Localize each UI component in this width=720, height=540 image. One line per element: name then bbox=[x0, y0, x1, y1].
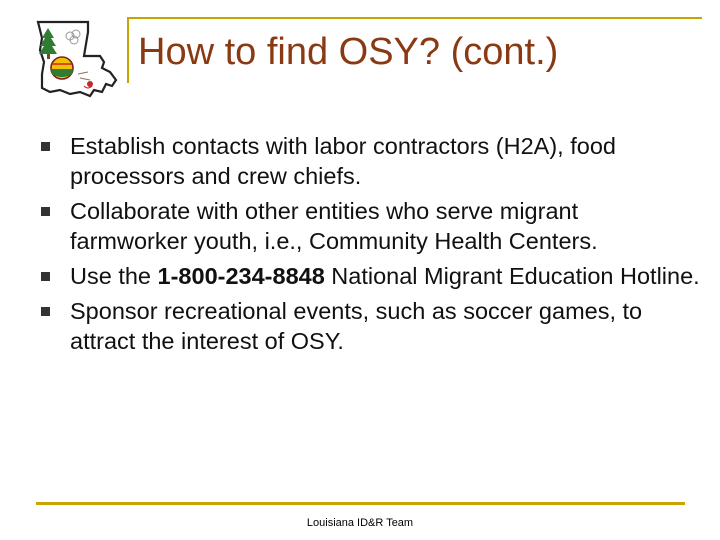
bullet-text: Establish contacts with labor contractors (H2A), food processors and crew chiefs. bbox=[70, 133, 616, 189]
top-rule bbox=[127, 17, 702, 19]
bullet-item bbox=[40, 196, 700, 256]
bullet-item bbox=[40, 296, 700, 356]
bottom-rule bbox=[36, 502, 685, 505]
bullet-text-before: Use the bbox=[70, 263, 158, 289]
square-bullet-icon bbox=[41, 272, 50, 281]
footer-text: Louisiana ID&R Team bbox=[306, 517, 414, 529]
hotline-number: 1-800-234-8848 bbox=[157, 263, 325, 289]
bullet-text-after: National Migrant Education Hotline. bbox=[324, 263, 700, 289]
square-bullet-icon bbox=[41, 307, 50, 316]
bullet-item bbox=[40, 131, 700, 191]
title-divider bbox=[127, 17, 129, 83]
square-bullet-icon bbox=[41, 142, 50, 151]
bullet-text: Collaborate with other entities who serve migrant farmworker youth, i.e., Community Health Centers. bbox=[70, 198, 598, 254]
bullet-list bbox=[40, 131, 700, 361]
bullet-text: Sponsor recreational events, such as soccer games, to attract the interest of OSY. bbox=[70, 298, 643, 354]
louisiana-state-logo-icon bbox=[30, 14, 122, 104]
bullet-item bbox=[40, 261, 700, 291]
square-bullet-icon bbox=[41, 207, 50, 216]
slide-title: How to find OSY? (cont.) bbox=[138, 31, 559, 73]
